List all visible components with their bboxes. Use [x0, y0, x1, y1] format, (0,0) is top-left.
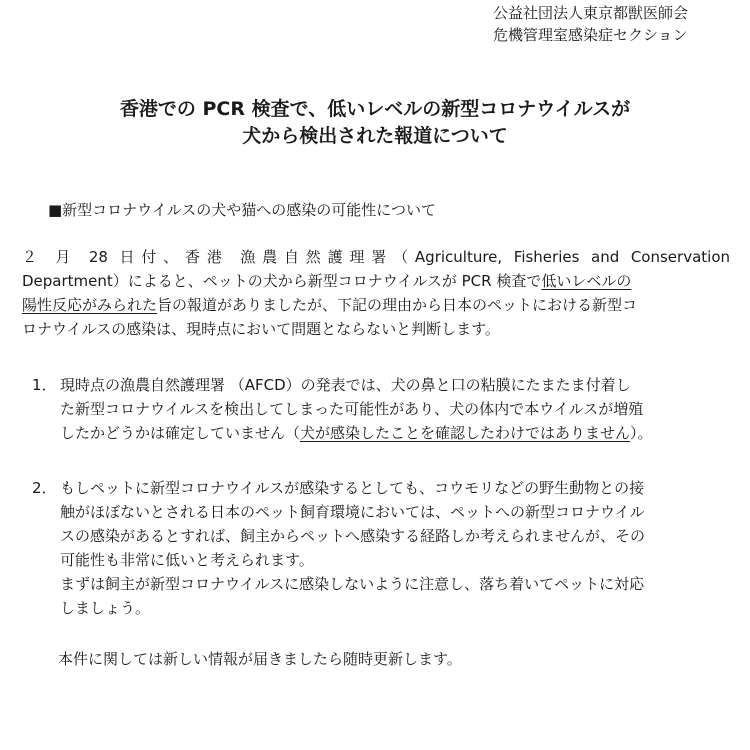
- intro-underlined-phrase-2: 陽性反応がみられた: [22, 296, 158, 314]
- list-item-2: [22, 476, 730, 620]
- organization-block: [493, 2, 688, 46]
- document-title: [0, 96, 750, 150]
- closing-note: 本件に関しては新しい情報が届きましたら随時更新します。: [58, 650, 462, 668]
- item2-line-1: もしペットに新型コロナウイルスが感染するとしても、コウモリなどの野生動物との接: [60, 479, 645, 497]
- list-item-1-text: [60, 373, 730, 445]
- item1-line-3-text: したかどうかは確定していません（: [60, 424, 301, 442]
- item1-line-2: た新型コロナウイルスを検出してしまった可能性があり、犬の体内で本ウイルスが増殖: [60, 400, 644, 418]
- intro-line-3: [22, 293, 730, 317]
- item2-line-4: 可能性も非常に低いと考えられます。: [60, 551, 314, 569]
- intro-paragraph: [22, 245, 730, 341]
- item2-line-2: 触がほぼないとされる日本のペット飼育環境においては、ペットへの新型コロナウイル: [60, 503, 645, 521]
- item2-line-6: しましょう。: [60, 599, 151, 617]
- list-item-1-number: 1．: [32, 376, 57, 394]
- item2-line-5: まずは飼主が新型コロナウイルスに感染しないように注意し、落ち着いてペットに対応: [60, 575, 645, 593]
- title-line-1: 香港での PCR 検査で、低いレベルの新型コロナウイルスが: [119, 98, 631, 120]
- item1-line-3: [60, 421, 730, 445]
- intro-line-3-text: 旨の報道がありましたが、下記の理由から日本のペットにおける新型コ: [157, 296, 638, 314]
- section-heading: ■新型コロナウイルスの犬や猫への感染の可能性について: [48, 201, 436, 219]
- item2-line-3: スの感染があるとすれば、飼主からペットへ感染する経路しか考えられませんが、その: [60, 527, 646, 545]
- intro-underlined-phrase-1: 低いレベルの: [541, 272, 632, 290]
- organization-department: 危機管理室感染症セクション: [492, 26, 688, 44]
- intro-line-1: ２ 月 28 日付、香港 漁農自然護理署（Agriculture, Fisheries and Conservation: [22, 248, 730, 266]
- list-item-2-text: [60, 476, 730, 620]
- title-line-2: 犬から検出された報道について: [242, 125, 508, 147]
- list-item-1: [22, 373, 730, 445]
- item1-line-1: 現時点の漁農自然護理署 （AFCD）の発表では、犬の鼻と口の粘膜にたまたま付着し: [60, 376, 631, 394]
- item1-underlined-phrase: 犬が感染したことを確認したわけではありません: [300, 424, 631, 442]
- intro-line-2-text: Department）によると、ペットの犬から新型コロナウイルスが PCR 検査で: [22, 272, 542, 290]
- list-item-2-number: 2．: [32, 479, 57, 497]
- intro-line-2: [22, 269, 730, 293]
- organization-name: 公益社団法人東京都獣医師会: [492, 4, 688, 22]
- intro-line-4: ロナウイルスの感染は、現時点において問題とならないと判断します。: [22, 320, 500, 338]
- item1-line-3-end: ）。: [630, 424, 653, 442]
